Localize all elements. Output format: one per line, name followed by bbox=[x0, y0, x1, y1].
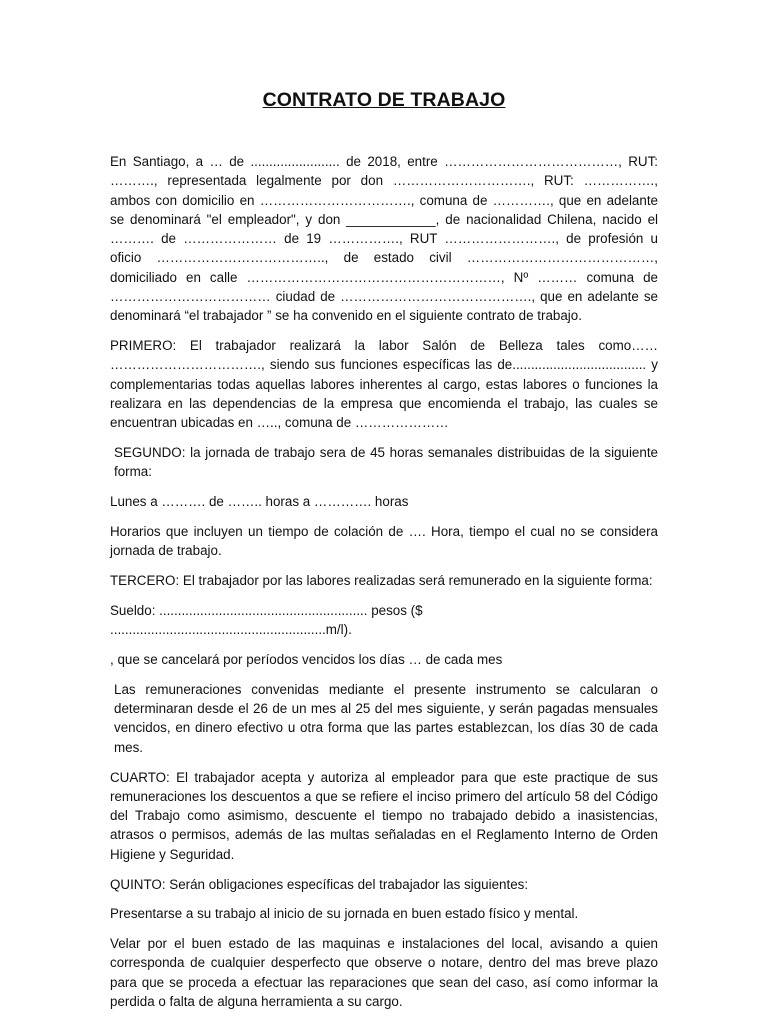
paragraph-sueldo: Sueldo: ........................................................ pesos ($ ..........................................................m/l). bbox=[110, 602, 423, 638]
paragraph-colacion: Horarios que incluyen un tiempo de colación de …. Hora, tiempo el cual no se considera jornada de trabajo. bbox=[110, 524, 658, 559]
document-body bbox=[110, 152, 658, 1022]
paragraph-velar: Velar por el buen estado de las maquinas e instalaciones del local, avisando a quien corresponda de cualquier desperfecto que observe o notare, dentro del mas breve plazo para que se proceda a efectuar las reparaciones que sean del caso, así como informar la perdida o falta de alguna herramienta a su cargo. bbox=[110, 936, 658, 1009]
paragraph-horario-lunes: Lunes a ………. de …….. horas a …………. horas bbox=[110, 494, 409, 510]
paragraph-presentarse: Presentarse a su trabajo al inicio de su jornada en buen estado físico y mental. bbox=[110, 906, 579, 922]
paragraph-cuarto: CUARTO: El trabajador acepta y autoriza al empleador para que este practique de sus remuneraciones los descuentos a que se refiere el inciso primero del artículo 58 del Código del Trabajo como asimismo, descuente el tiempo no trabajado debido a inasistencias, atrasos o permisos, además de las multas señaladas en el Reglamento Interno de Orden Higiene y Seguridad. bbox=[110, 769, 658, 862]
paragraph-tercero: TERCERO: El trabajador por las labores realizadas será remunerado en la siguiente forma: bbox=[110, 573, 653, 589]
document-title: CONTRATO DE TRABAJO bbox=[262, 89, 506, 111]
paragraph-segundo: SEGUNDO: la jornada de trabajo sera de 45 horas semanales distribuidas de la siguiente forma: bbox=[114, 445, 658, 480]
paragraph-remuneraciones: Las remuneraciones convenidas mediante el presente instrumento se calcularan o determinaran desde el 26 de un mes al 25 del mes siguiente, y serán pagadas mensuales vencidos, en dinero efectivo u otra forma que las partes establezcan, los días 30 de cada mes. bbox=[114, 681, 658, 755]
paragraph-periodos: , que se cancelará por períodos vencidos los días … de cada mes bbox=[110, 652, 503, 668]
paragraph-intro: En Santiago, a … de ........................ de 2018, entre …………………………………, RUT: ………., representada legalmente por don …………………………., RUT: ……………., ambos con domicilio en ……………………………., comuna de …………., que en adelante se denominará "el empleador", y don ____________, de nacionalidad Chilena, nacido el ………. de ………………… de 19 ……………., RUT ……………………., de profesión u oficio ……………………………….., de estado civil ……………………………………, domiciliado en calle …………………………………………………, Nº ……… comuna de ……………………………… ciudad de ……………………………………., que en adelante se denominará “el trabajador ” se ha convenido en el siguiente contrato de trabajo. bbox=[110, 154, 658, 324]
paragraph-primero: PRIMERO: El trabajador realizará la labor Salón de Belleza tales como…… ……………………………., siendo sus funciones específicas las de.................................... y complementarias todas aquellas labores inherentes al cargo, estas labores o funciones la realizara en las dependencias de la empresa que encomienda el trabajo, las cuales se encuentran ubicadas en ….., comuna de ………………… bbox=[110, 338, 658, 431]
paragraph-quinto: QUINTO: Serán obligaciones específicas del trabajador las siguientes: bbox=[110, 876, 529, 892]
